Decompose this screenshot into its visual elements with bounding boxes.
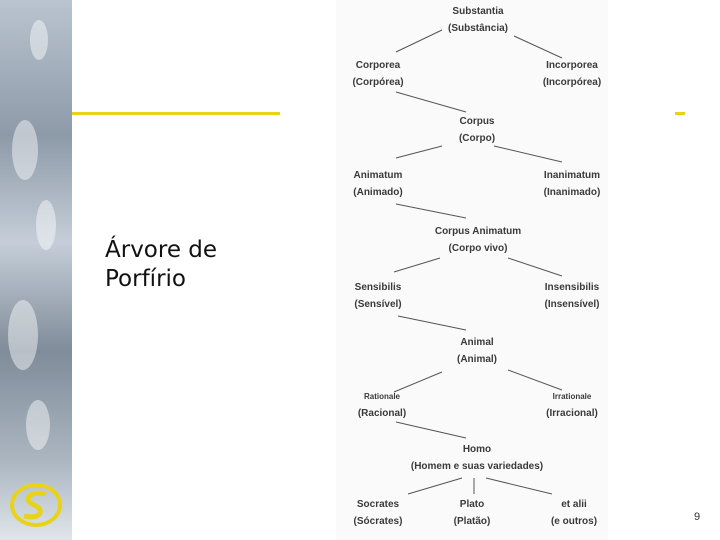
sidebar-highlight	[30, 20, 48, 60]
porphyrian-tree	[336, 0, 608, 540]
node-portuguese-label: (Inanimado)	[543, 187, 601, 198]
node-portuguese-label: (Substância)	[447, 23, 509, 34]
node-latin-label: Homo	[462, 444, 492, 455]
node-portuguese-label: (Platão)	[453, 516, 491, 527]
node-latin-label: Plato	[459, 499, 485, 510]
node-latin-label: Socrates	[356, 499, 400, 510]
node-portuguese-label: (Irracional)	[546, 408, 598, 419]
sidebar-highlight	[12, 120, 38, 180]
node-corpus	[459, 116, 495, 145]
node-portuguese-label: (Sócrates)	[353, 516, 403, 527]
title-accent-rule	[72, 112, 280, 115]
node-portuguese-label: (Corpo)	[458, 133, 496, 144]
node-portuguese-label: (e outros)	[550, 516, 598, 527]
node-animatum	[353, 170, 402, 199]
node-latin-label: Insensibilis	[544, 282, 600, 293]
node-animal	[457, 337, 497, 366]
node-latin-label: Corpus	[459, 116, 495, 127]
node-socrates	[354, 499, 403, 528]
slide-title-line-1: Árvore de	[105, 237, 218, 263]
node-latin-label: Corpus Animatum	[434, 226, 522, 237]
node-portuguese-label: (Racional)	[357, 408, 407, 419]
node-insensibilis	[544, 282, 599, 311]
accent-rule-mark	[675, 112, 685, 115]
node-portuguese-label: (Corpórea)	[352, 77, 404, 88]
node-corpus-animatum	[435, 226, 521, 255]
node-inanimatum	[544, 170, 601, 199]
node-portuguese-label: (Incorpórea)	[542, 77, 602, 88]
logo-icon	[10, 482, 62, 528]
node-plato	[454, 499, 491, 528]
node-incorporea	[543, 60, 601, 89]
node-latin-label: Animal	[460, 337, 494, 348]
sidebar-highlight	[8, 300, 38, 370]
node-portuguese-label: (Sensível)	[354, 299, 402, 310]
node-et-alii	[551, 499, 597, 528]
node-latin-label: Inanimatum	[543, 170, 601, 181]
node-latin-label: Incorporea	[546, 60, 598, 71]
sidebar-decoration	[0, 0, 72, 540]
node-rationale	[358, 391, 406, 420]
node-latin-label: Irrationale	[552, 392, 592, 401]
node-sensibilis	[354, 282, 401, 311]
sidebar-highlight	[26, 400, 50, 450]
node-latin-label: Corporea	[355, 60, 401, 71]
node-latin-label: Sensibilis	[354, 282, 402, 293]
node-portuguese-label: (Homem e suas variedades)	[410, 461, 544, 472]
node-portuguese-label: (Animal)	[457, 354, 497, 365]
node-portuguese-label: (Animado)	[353, 187, 403, 198]
node-latin-label: Substantia	[452, 6, 504, 17]
node-portuguese-label: (Insensível)	[544, 299, 600, 310]
slide-title-line-2: Porfírio	[105, 266, 186, 292]
node-homo	[411, 444, 543, 473]
page-number: 9	[694, 511, 701, 523]
node-portuguese-label: (Corpo vivo)	[448, 243, 508, 254]
node-latin-label: et alii	[561, 499, 587, 510]
slide-title	[105, 236, 217, 294]
node-substantia	[448, 6, 508, 35]
node-corporea	[352, 60, 403, 89]
node-latin-label: Animatum	[353, 170, 403, 181]
node-irrationale	[546, 391, 598, 420]
sidebar-highlight	[36, 200, 56, 250]
node-latin-label: Rationale	[363, 392, 400, 401]
